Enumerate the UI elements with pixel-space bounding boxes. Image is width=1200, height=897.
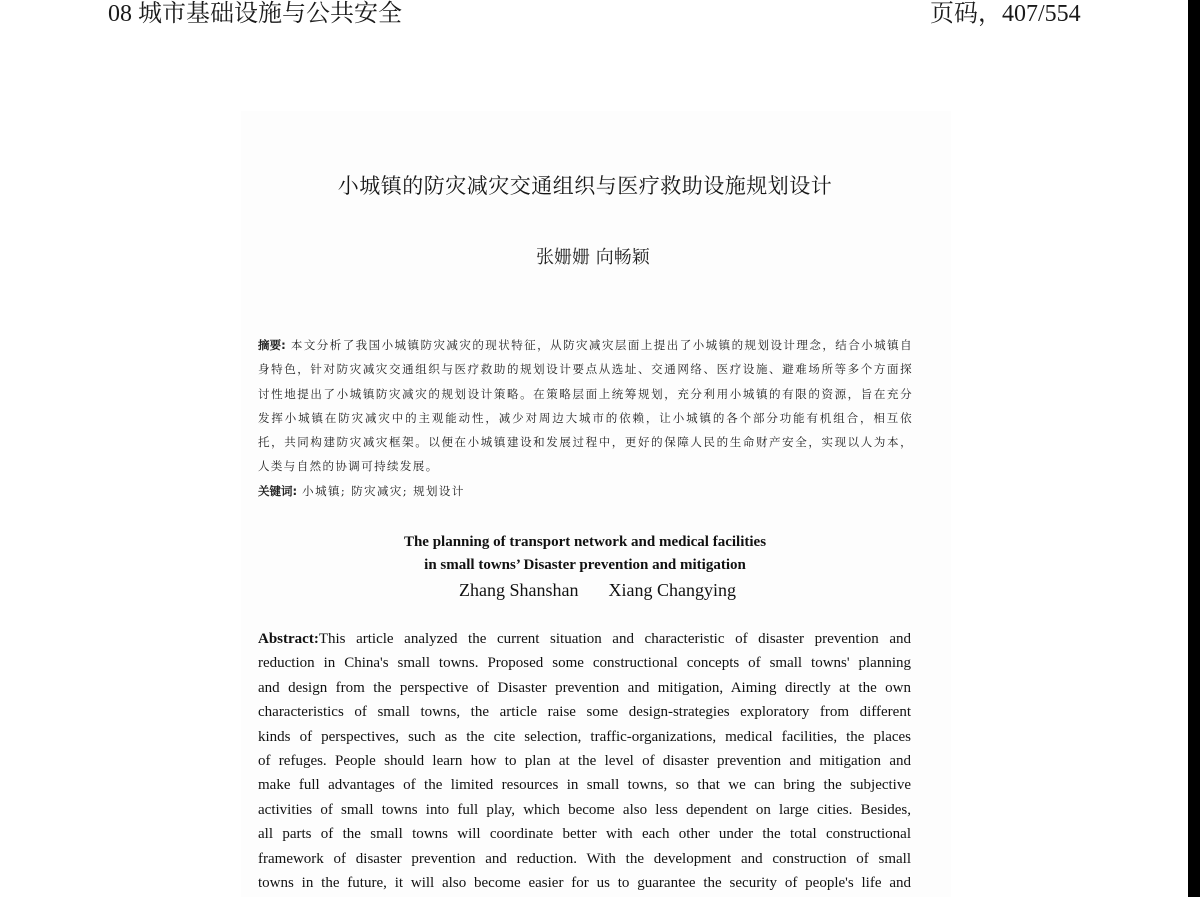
abstract-en-line: characteristics of small towns, the article raise some design-strategies exploratory from different <box>258 704 911 721</box>
abstract-en-line: reduction in China's small towns. Proposed some constructional concepts of small towns' planning <box>258 655 911 672</box>
author-en-2: Xiang Changying <box>608 580 736 600</box>
paper-title-en-line-1: The planning of transport network and medical facilities <box>403 534 767 550</box>
abstract-en-line: of refuges. People should learn how to plan at the level of disaster prevention and mitigation and <box>258 753 911 770</box>
abstract-cn <box>258 333 913 479</box>
keywords-cn-text: 小城镇; 防灾减灾; 规划设计 <box>297 484 465 498</box>
abstract-cn-label: 摘要: <box>258 338 286 352</box>
page-indicator: 页码，407/554 <box>930 1 1081 27</box>
keywords-cn-label: 关键词: <box>258 484 298 498</box>
author-en-1: Zhang Shanshan <box>459 580 579 600</box>
abstract-en <box>258 627 911 895</box>
abstract-en-line: kinds of perspectives, such as the cite selection, traffic-organizations, medical facilities, the places <box>258 728 911 745</box>
viewer-edge-strip <box>1188 0 1200 897</box>
abstract-en-line: activities of small towns into full play, which become also less dependent on large cities. Besides, <box>258 801 911 818</box>
abstract-en-line: Abstract:This article analyzed the current situation and characteristic of disaster prevention and <box>258 631 911 647</box>
abstract-en-line: towns in the future, it will also become easier for us to guarantee the security of people's life and <box>258 875 911 892</box>
abstract-en-line: and design from the perspective of Disaster prevention and mitigation, Aiming directly at the own <box>258 679 911 696</box>
paper-authors-en <box>459 578 736 602</box>
abstract-en-line: all parts of the small towns will coordinate better with each other under the total constructional <box>258 826 911 843</box>
paper-title-en-line-2: in small towns’ Disaster prevention and mitigation <box>424 557 746 573</box>
section-header: 08 城市基础设施与公共安全 <box>108 1 402 27</box>
abstract-cn-text: 本文分析了我国小城镇防灾减灾的现状特征，从防灾减灾层面上提出了小城镇的规划设计理念，结合小城镇自身特色，针对防灾减灾交通组织与医疗救助的规划设计要点从选址、交通网络、医疗设施、避难场所等多个方面探讨性地提出了小城镇防灾减灾的规划设计策略。在策略层面上统筹规划，充分利用小城镇的有限的资源，旨在充分发挥小城镇在防灾减灾中的主观能动性，减少对周边大城市的依赖，让小城镇的各个部分功能有机组合，相互依托，共同构建防灾减灾框架。以便在小城镇建设和发展过程中，更好的保障人民的生命财产安全，实现以人为本，人类与自然的协调可持续发展。 <box>258 338 913 474</box>
paper-authors-cn: 张姗姗 向畅颖 <box>536 247 650 268</box>
paper-title-cn: 小城镇的防灾减灾交通组织与医疗救助设施规划设计 <box>337 174 833 198</box>
abstract-en-label: Abstract: <box>258 631 319 647</box>
paper-title-en <box>300 531 870 577</box>
keywords-cn <box>258 480 465 502</box>
abstract-en-line: make full advantages of the limited resources in small towns, so that we can bring the subjective <box>258 777 911 794</box>
abstract-en-line: framework of disaster prevention and reduction. With the development and construction of small <box>258 850 911 867</box>
